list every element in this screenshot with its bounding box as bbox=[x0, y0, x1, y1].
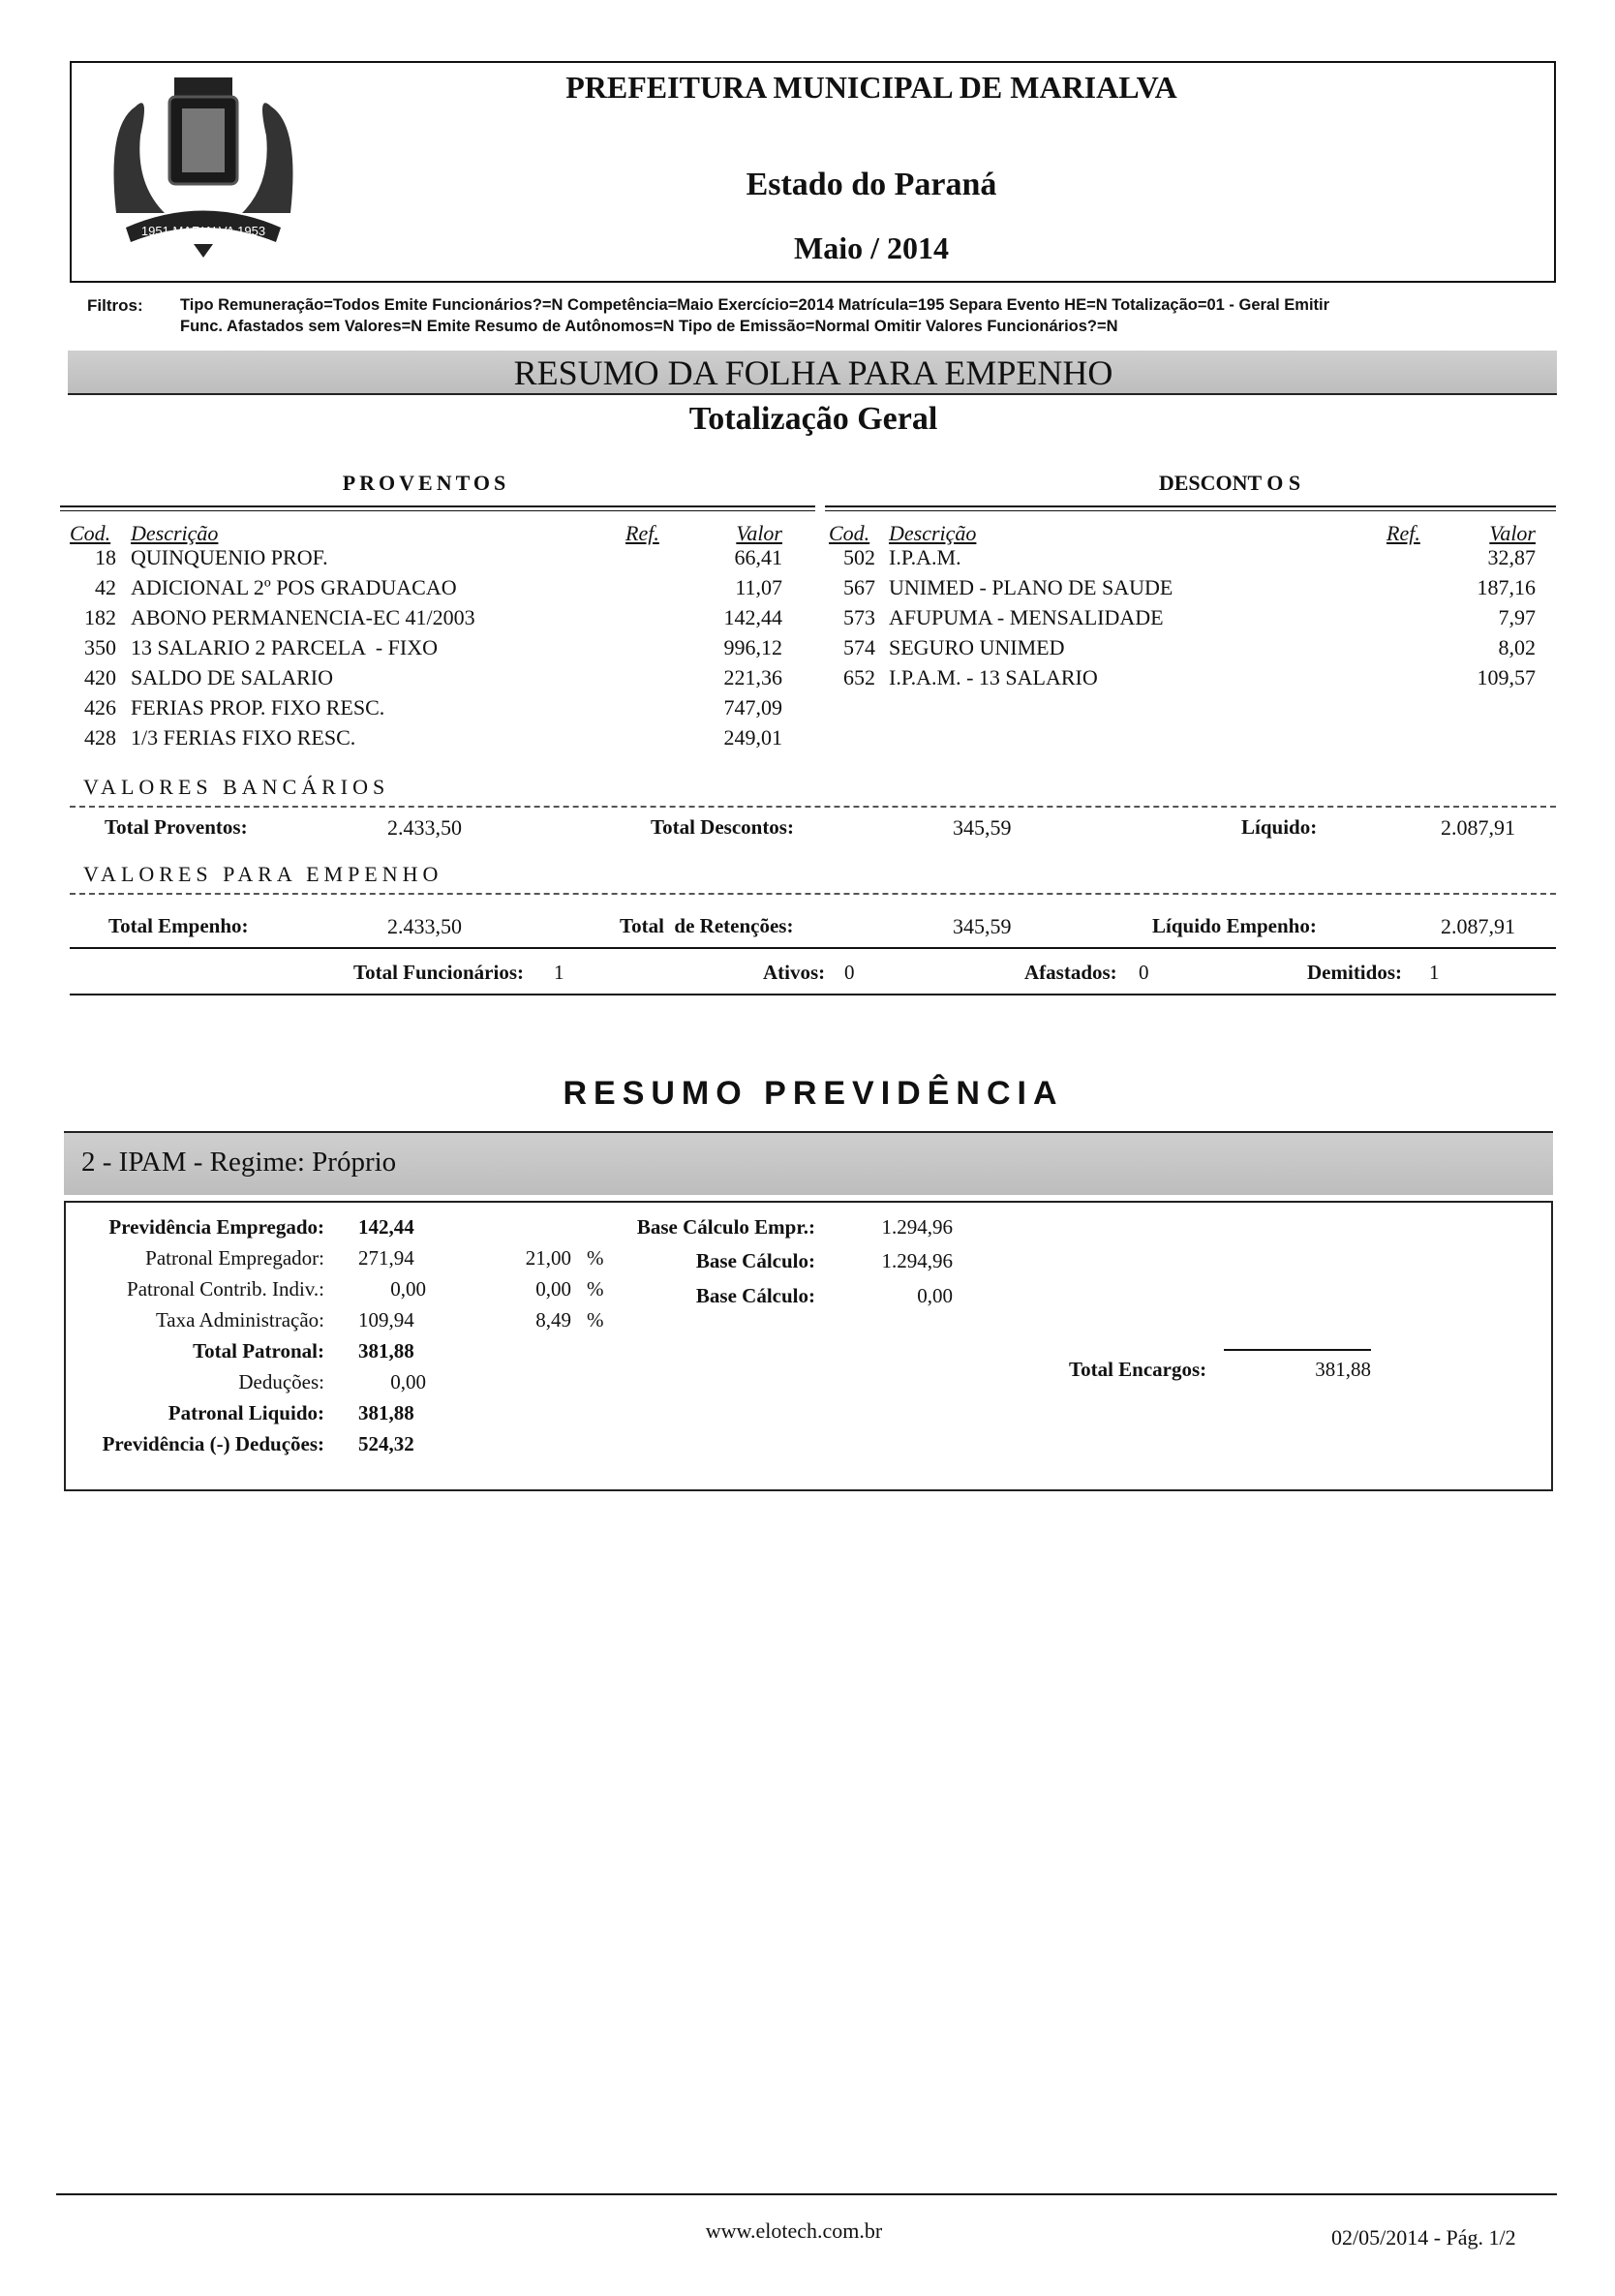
desconto-desc: AFUPUMA - MENSALIDADE bbox=[889, 605, 1164, 629]
afastados-label: Afastados: bbox=[1024, 961, 1117, 984]
filters-line2: Func. Afastados sem Valores=N Emite Resumo de Autônomos=N Tipo de Emissão=Normal Omitir Valores Funcionários?=N bbox=[180, 318, 1118, 335]
prev-label: Patronal Empregador: bbox=[145, 1246, 324, 1270]
prev-value: 381,88 bbox=[358, 1339, 414, 1362]
provento-valor: 221,36 bbox=[723, 665, 782, 689]
svg-text:1951 MARIALVA 1953: 1951 MARIALVA 1953 bbox=[140, 224, 266, 238]
table-row bbox=[825, 632, 1541, 662]
previdencia-row bbox=[68, 1401, 474, 1432]
table-row bbox=[60, 632, 786, 662]
previdencia-row bbox=[68, 1308, 474, 1339]
afastados-value: 0 bbox=[1139, 961, 1149, 984]
filters-label: Filtros: bbox=[87, 296, 143, 315]
desconto-desc: I.P.A.M. - 13 SALARIO bbox=[889, 665, 1098, 689]
provento-desc: QUINQUENIO PROF. bbox=[131, 545, 328, 569]
previdencia-row bbox=[68, 1277, 474, 1308]
provento-valor: 142,44 bbox=[723, 605, 782, 629]
table-row bbox=[60, 722, 786, 752]
demitidos-label: Demitidos: bbox=[1307, 961, 1402, 984]
total-descontos-value: 345,59 bbox=[953, 815, 1012, 840]
footer-line bbox=[56, 2193, 1557, 2195]
desconto-cod: 574 bbox=[843, 635, 875, 659]
divider-funcionarios-bottom bbox=[70, 994, 1556, 995]
previdencia-row bbox=[68, 1246, 474, 1277]
prev-value: 271,94 bbox=[358, 1246, 414, 1270]
table-row bbox=[825, 572, 1541, 602]
proventos-col-desc: Descrição bbox=[131, 521, 219, 545]
provento-cod: 42 bbox=[95, 575, 116, 599]
prev-value: 0,00 bbox=[390, 1277, 426, 1301]
percent-value: 21,00 bbox=[525, 1246, 571, 1270]
table-row bbox=[60, 692, 786, 722]
prev-value: 381,88 bbox=[358, 1401, 414, 1424]
provento-cod: 428 bbox=[84, 725, 116, 750]
total-empenho-label: Total Empenho: bbox=[108, 914, 249, 937]
filters-line1: Tipo Remuneração=Todos Emite Funcionários?=N Competência=Maio Exercício=2014 Matrícula=195 Separa Evento HE=N Totalização=01 - Geral Emitir bbox=[180, 296, 1330, 314]
period-title: Maio / 2014 bbox=[794, 230, 949, 265]
provento-valor: 249,01 bbox=[723, 725, 782, 750]
provento-desc: ADICIONAL 2º POS GRADUACAO bbox=[131, 575, 457, 599]
desconto-cod: 573 bbox=[843, 605, 875, 629]
base-calculo-label: Base Cálculo: bbox=[695, 1249, 815, 1272]
provento-desc: ABONO PERMANENCIA-EC 41/2003 bbox=[131, 605, 475, 629]
desconto-desc: SEGURO UNIMED bbox=[889, 635, 1065, 659]
desconto-valor: 187,16 bbox=[1477, 575, 1536, 599]
total-retencoes-value: 345,59 bbox=[953, 914, 1012, 938]
proventos-col-ref: Ref. bbox=[625, 521, 659, 545]
prev-label: Previdência (-) Deduções: bbox=[102, 1432, 324, 1455]
prev-value: 109,94 bbox=[358, 1308, 414, 1332]
proventos-heading: PROVENTOS bbox=[342, 471, 510, 495]
valores-empenho-heading: VALORES PARA EMPENHO bbox=[83, 862, 443, 886]
desconto-valor: 8,02 bbox=[1498, 635, 1536, 659]
provento-valor: 747,09 bbox=[723, 695, 782, 719]
liquido-label: Líquido: bbox=[1241, 815, 1318, 839]
descontos-col-cod: Cod. bbox=[829, 521, 870, 545]
prev-label: Taxa Administração: bbox=[155, 1308, 324, 1332]
base-calculo-value: 0,00 bbox=[917, 1284, 953, 1307]
percent-unit: % bbox=[587, 1277, 604, 1301]
liquido-empenho-value: 2.087,91 bbox=[1441, 914, 1515, 938]
percent-unit: % bbox=[587, 1308, 604, 1332]
total-proventos-value: 2.433,50 bbox=[387, 815, 462, 840]
total-funcionarios-value: 1 bbox=[554, 961, 564, 984]
liquido-empenho-label: Líquido Empenho: bbox=[1152, 914, 1317, 937]
report-title: RESUMO DA FOLHA PARA EMPENHO bbox=[513, 353, 1113, 392]
divider-proventos bbox=[60, 505, 815, 507]
proventos-col-valor: Valor bbox=[736, 521, 782, 545]
previdencia-title: RESUMO PREVIDÊNCIA bbox=[563, 1075, 1064, 1112]
total-funcionarios-label: Total Funcionários: bbox=[353, 961, 524, 984]
provento-desc: SALDO DE SALARIO bbox=[131, 665, 333, 689]
table-row bbox=[60, 602, 786, 632]
provento-cod: 350 bbox=[84, 635, 116, 659]
report-subtitle: Totalização Geral bbox=[688, 401, 938, 437]
proventos-list bbox=[60, 542, 786, 752]
footer-website: www.elotech.com.br bbox=[705, 2219, 883, 2243]
divider-descontos bbox=[825, 505, 1556, 507]
provento-valor: 11,07 bbox=[735, 575, 782, 599]
divider-proventos-2 bbox=[60, 510, 815, 511]
percent-value: 8,49 bbox=[535, 1308, 571, 1332]
desconto-cod: 502 bbox=[843, 545, 875, 569]
descontos-heading: DESCONT O S bbox=[1158, 471, 1301, 495]
prev-label: Deduções: bbox=[238, 1370, 324, 1393]
desconto-valor: 109,57 bbox=[1477, 665, 1536, 689]
previdencia-rows bbox=[68, 1215, 474, 1463]
percent-unit: % bbox=[587, 1246, 604, 1270]
desconto-desc: I.P.A.M. bbox=[889, 545, 961, 569]
base-calculo-label: Base Cálculo: bbox=[695, 1284, 815, 1307]
total-empenho-value: 2.433,50 bbox=[387, 914, 462, 938]
provento-cod: 420 bbox=[84, 665, 116, 689]
divider-descontos-2 bbox=[825, 510, 1556, 511]
divider-bancarios bbox=[70, 806, 1556, 808]
descontos-list bbox=[825, 542, 1541, 692]
provento-cod: 426 bbox=[84, 695, 116, 719]
desconto-desc: UNIMED - PLANO DE SAUDE bbox=[889, 575, 1173, 599]
prev-value: 0,00 bbox=[390, 1370, 426, 1393]
provento-desc: 13 SALARIO 2 PARCELA - FIXO bbox=[131, 635, 439, 659]
proventos-col-cod: Cod. bbox=[70, 521, 111, 545]
total-encargos-overline bbox=[1224, 1349, 1371, 1351]
previdencia-regime: 2 - IPAM - Regime: Próprio bbox=[81, 1147, 397, 1178]
total-encargos-label: Total Encargos: bbox=[1069, 1358, 1207, 1381]
descontos-col-ref: Ref. bbox=[1386, 521, 1420, 545]
state-title: Estado do Paraná bbox=[746, 167, 997, 202]
divider-funcionarios-top bbox=[70, 947, 1556, 949]
provento-valor: 996,12 bbox=[723, 635, 782, 659]
previdencia-row bbox=[68, 1215, 474, 1246]
municipality-title: PREFEITURA MUNICIPAL DE MARIALVA bbox=[565, 70, 1177, 105]
descontos-col-valor: Valor bbox=[1489, 521, 1536, 545]
table-row bbox=[60, 542, 786, 572]
prev-value: 142,44 bbox=[358, 1215, 414, 1239]
total-encargos-value: 381,88 bbox=[1315, 1358, 1371, 1381]
table-row bbox=[60, 662, 786, 692]
total-retencoes-label: Total de Retenções: bbox=[620, 914, 794, 937]
liquido-value: 2.087,91 bbox=[1441, 815, 1515, 840]
provento-valor: 66,41 bbox=[734, 545, 782, 569]
demitidos-value: 1 bbox=[1429, 961, 1440, 984]
previdencia-row bbox=[68, 1370, 474, 1401]
prev-label: Previdência Empregado: bbox=[108, 1215, 324, 1239]
provento-desc: 1/3 FERIAS FIXO RESC. bbox=[131, 725, 356, 750]
prev-label: Patronal Contrib. Indiv.: bbox=[127, 1277, 324, 1301]
previdencia-row bbox=[68, 1339, 474, 1370]
total-descontos-label: Total Descontos: bbox=[651, 815, 794, 839]
ativos-label: Ativos: bbox=[763, 961, 826, 984]
provento-cod: 18 bbox=[95, 545, 116, 569]
desconto-cod: 652 bbox=[843, 665, 875, 689]
ativos-value: 0 bbox=[844, 961, 855, 984]
base-calculo-label: Base Cálculo Empr.: bbox=[636, 1215, 815, 1239]
descontos-col-desc: Descrição bbox=[889, 521, 977, 545]
base-calculo-value: 1.294,96 bbox=[881, 1215, 953, 1239]
base-calculo-value: 1.294,96 bbox=[881, 1249, 953, 1272]
desconto-cod: 567 bbox=[843, 575, 875, 599]
table-row bbox=[825, 542, 1541, 572]
prev-label: Patronal Liquido: bbox=[168, 1401, 324, 1424]
desconto-valor: 32,87 bbox=[1487, 545, 1536, 569]
table-row bbox=[825, 662, 1541, 692]
desconto-valor: 7,97 bbox=[1498, 605, 1536, 629]
prev-value: 524,32 bbox=[358, 1432, 414, 1455]
total-proventos-label: Total Proventos: bbox=[105, 815, 248, 839]
valores-bancarios-heading: VALORES BANCÁRIOS bbox=[83, 775, 390, 799]
prev-label: Total Patronal: bbox=[193, 1339, 324, 1362]
footer-date-page: 02/05/2014 - Pág. 1/2 bbox=[1331, 2225, 1516, 2250]
municipal-crest-icon bbox=[97, 68, 310, 261]
provento-cod: 182 bbox=[84, 605, 116, 629]
provento-desc: FERIAS PROP. FIXO RESC. bbox=[131, 695, 385, 719]
previdencia-row bbox=[68, 1432, 474, 1463]
table-row bbox=[825, 602, 1541, 632]
percent-value: 0,00 bbox=[535, 1277, 571, 1301]
divider-empenho bbox=[70, 893, 1556, 895]
table-row bbox=[60, 572, 786, 602]
